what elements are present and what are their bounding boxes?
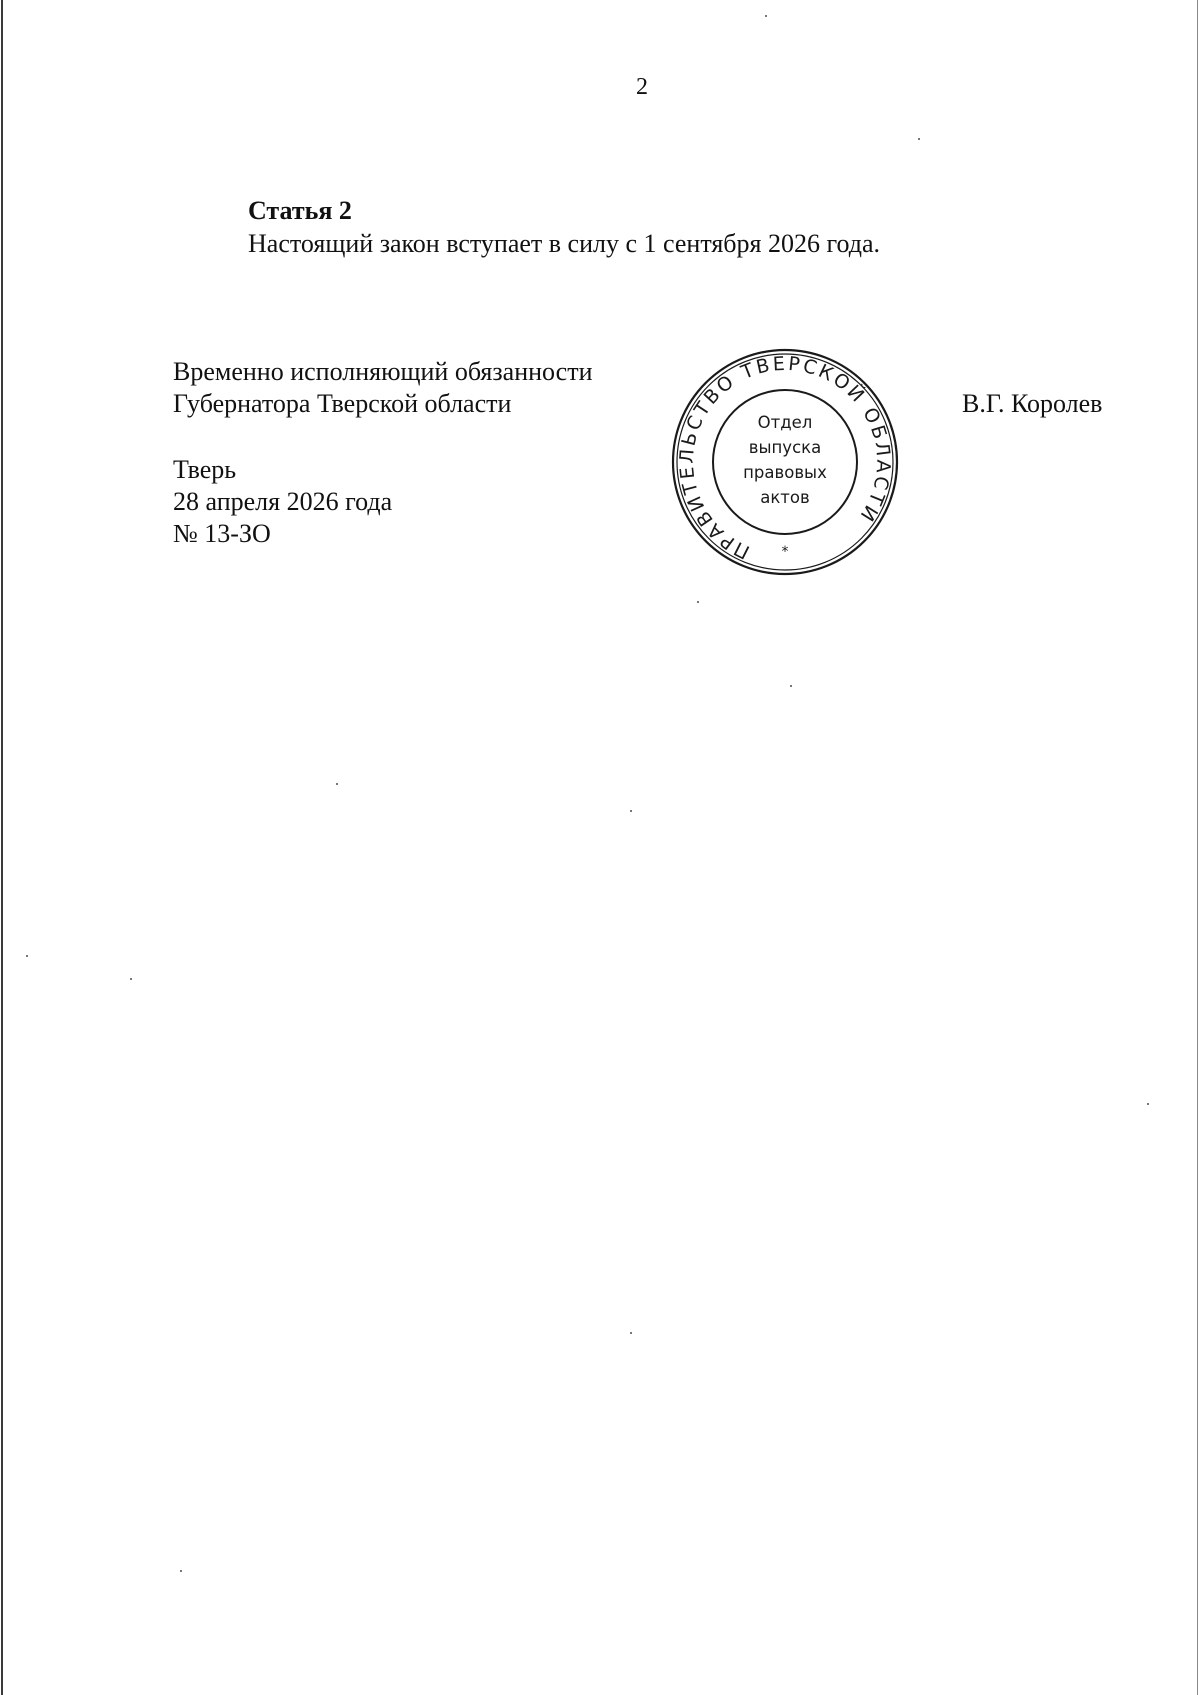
scan-speck [336, 783, 338, 785]
scan-speck [630, 810, 632, 812]
scan-speck [630, 1332, 632, 1334]
page-number: 2 [636, 74, 648, 100]
scan-speck [765, 15, 767, 17]
article-text: Настоящий закон вступает в силу с 1 сентября 2026 года. [248, 229, 881, 258]
signing-date: 28 апреля 2026 года [173, 487, 393, 516]
scan-speck [1147, 1103, 1149, 1105]
place-date-block [173, 454, 392, 550]
position-line-1: Временно исполняющий обязанности [173, 357, 593, 386]
seal-star: * [781, 544, 789, 560]
seal-ring-text: ПРАВИТЕЛЬСТВО ТВЕРСКОЙ ОБЛАСТИ [675, 352, 895, 564]
signatory-position [173, 356, 593, 420]
position-line-2: Губернатора Тверской области [173, 389, 512, 418]
scan-speck [790, 685, 792, 687]
scan-edge-left [1, 0, 3, 1695]
scan-edge-right [1197, 0, 1198, 1695]
article-section [248, 194, 880, 260]
seal-center-line-4: актов [760, 488, 810, 507]
seal-center-line-3: правовых [743, 463, 827, 482]
seal-center-line-2: выпуска [748, 438, 822, 457]
scan-speck [180, 1570, 182, 1572]
law-number: № 13-ЗО [173, 519, 271, 548]
scan-speck [697, 601, 699, 603]
scan-speck [130, 978, 132, 980]
official-seal [669, 346, 901, 578]
scan-speck [26, 955, 28, 957]
scan-speck [918, 138, 920, 140]
signer-name: В.Г. Королев [962, 389, 1103, 418]
article-title: Статья 2 [248, 196, 352, 225]
seal-center-line-1: Отдел [757, 413, 813, 432]
city: Тверь [173, 455, 237, 484]
